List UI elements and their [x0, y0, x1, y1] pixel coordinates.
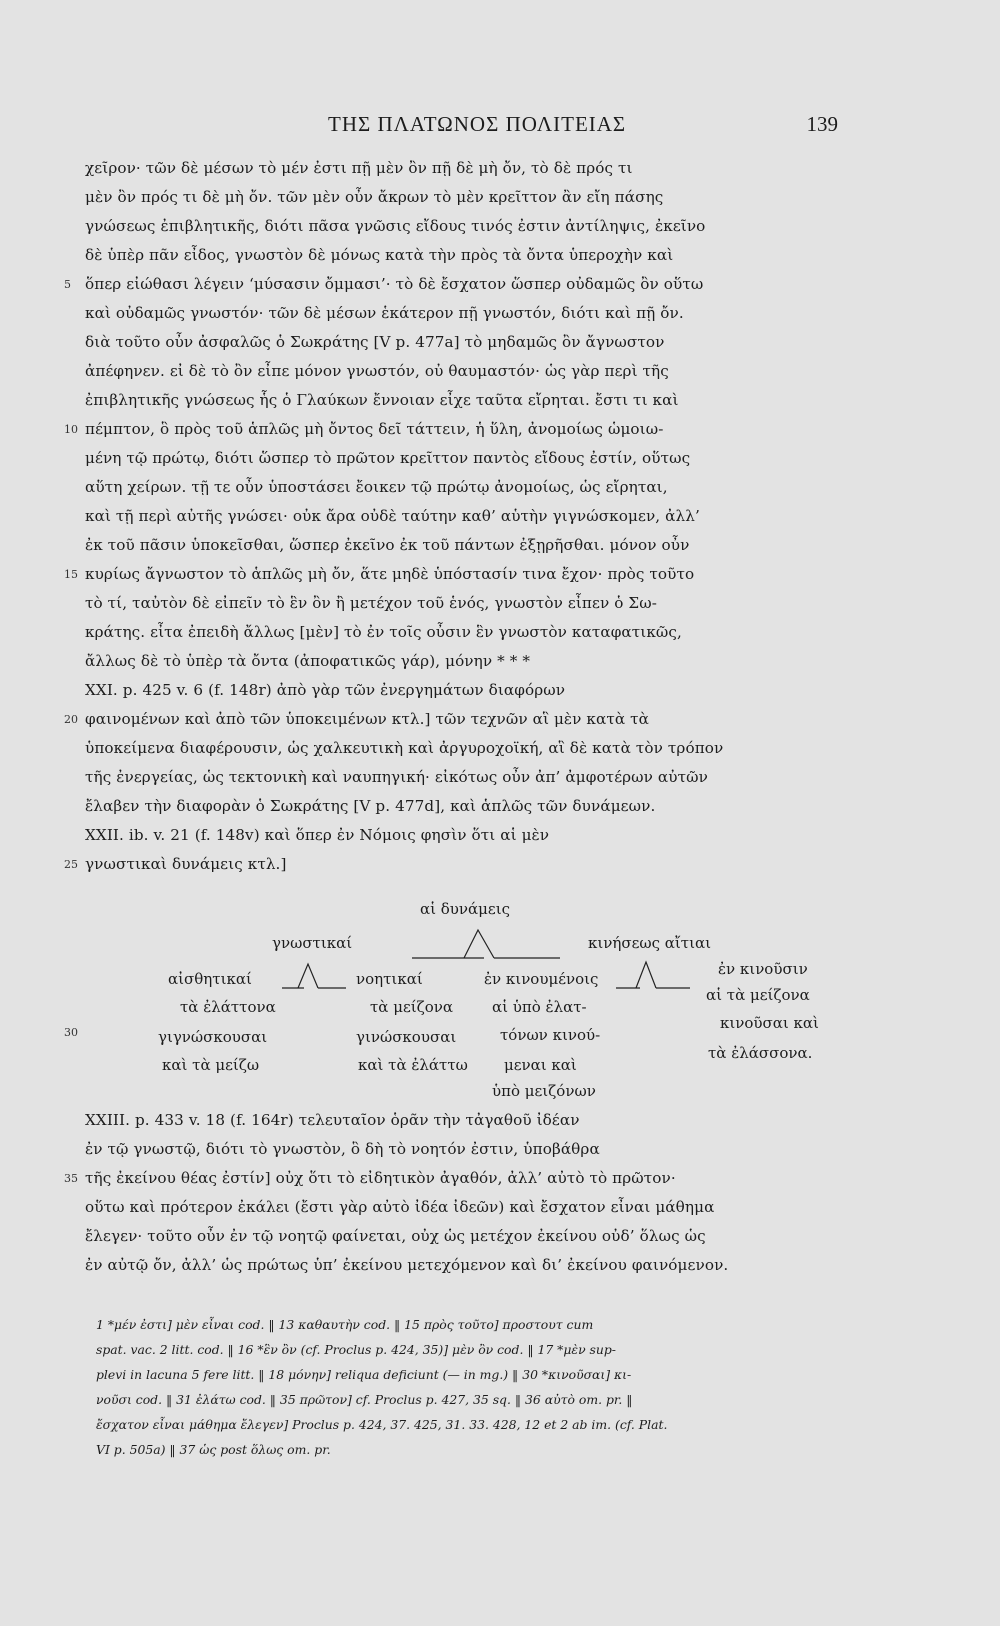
text-line — [0, 473, 1000, 502]
text-line — [0, 357, 1000, 386]
text-line — [0, 1251, 1000, 1280]
diagram-right: κινήσεως αἴτιαι — [588, 934, 711, 952]
line-text: τῆς ἐνεργείας, ὡς τεκτονικὴ καὶ ναυπηγική· εἰκότως οὖν ἀπ’ ἀμφοτέρων αὐτῶν — [85, 768, 708, 786]
diagram-left-left: αἰσθητικαί — [168, 970, 252, 988]
line-text: ἀπέφηνεν. εἰ δὲ τὸ ὂν εἶπε μόνον γνωστόν, οὐ θαυμαστόν· ὡς γὰρ περὶ τῆς — [85, 362, 669, 380]
text-line — [0, 618, 1000, 647]
page-header — [0, 112, 1000, 142]
col2-line: τὰ μείζονα — [370, 998, 454, 1016]
col4-line: αἱ τὰ μείζονα — [706, 986, 810, 1004]
line-text: καὶ τῇ περὶ αὐτῆς γνώσει· οὐκ ἄρα οὐδὲ ταύτην καθ’ αὑτὴν γιγνώσκομεν, ἀλλ’ — [85, 507, 700, 525]
line-number: 35 — [64, 1172, 78, 1185]
text-line — [0, 1164, 1000, 1193]
text-line — [0, 821, 1000, 850]
text-line — [0, 792, 1000, 821]
text-line — [0, 386, 1000, 415]
diagram-left-right: νοητικαί — [356, 970, 423, 988]
line-number: 30 — [64, 1026, 78, 1039]
line-text: γνώσεως ἐπιβλητικῆς, διότι πᾶσα γνῶσις εἴδους τινός ἐστιν ἀντίληψις, ἐκεῖνο — [85, 217, 706, 235]
diagram-caret — [636, 962, 656, 988]
page-number: 139 — [806, 112, 838, 136]
col3-line: μεναι καὶ — [504, 1056, 577, 1074]
line-text: μένη τῷ πρώτῳ, διότι ὥσπερ τὸ πρῶτον κρεῖττον παντὸς εἴδους ἐστίν, οὕτως — [85, 449, 691, 467]
footnote-text: νοῦσι cod. ‖ 31 ἐλάτω cod. ‖ 35 πρῶτον] cf. Proclus p. 427, 35 sq. ‖ 36 αὐτὸ om. pr. ‖ — [96, 1392, 633, 1407]
text-line — [0, 328, 1000, 357]
footnote-line — [0, 1362, 1000, 1387]
col3-line: τόνων κινού- — [500, 1026, 601, 1044]
footnote-text: plevi in lacuna 5 fere litt. ‖ 18 μόνην] reliqua deficiunt (— in mg.) ‖ 30 *κινοῦσαι] κι- — [96, 1367, 632, 1382]
text-line — [0, 212, 1000, 241]
line-text: ἄλλως δὲ τὸ ὑπὲρ τὰ ὄντα (ἀποφατικῶς γάρ), μόνην * * * — [85, 652, 531, 670]
powers-diagram — [0, 900, 1000, 1110]
text-line — [0, 850, 1000, 879]
line-text: ἐν αὐτῷ ὄν, ἀλλ’ ὡς πρώτως ὑπ’ ἐκείνου μετεχόμενον καὶ δι’ ἐκείνου φαινόμενον. — [85, 1256, 729, 1274]
text-line — [0, 763, 1000, 792]
diagram-root: αἱ δυνάμεις — [420, 900, 510, 918]
col1-line: τὰ ἐλάττονα — [180, 998, 276, 1016]
line-text: ἐπιβλητικῆς γνώσεως ἧς ὁ Γλαύκων ἔννοιαν εἶχε ταῦτα εἴρηται. ἔστι τι καὶ — [85, 391, 679, 409]
line-number: 25 — [64, 858, 78, 871]
critical-apparatus — [0, 1312, 1000, 1462]
col3-line: αἱ ὑπὸ ἐλατ- — [492, 998, 587, 1016]
line-text: οὕτω καὶ πρότερον ἐκάλει (ἔστι γὰρ αὐτὸ ἰδέα ἰδεῶν) καὶ ἔσχατον εἶναι μάθημα — [85, 1198, 715, 1216]
text-line — [0, 183, 1000, 212]
text-line — [0, 1222, 1000, 1251]
line-text: αὕτη χείρων. τῇ τε οὖν ὑποστάσει ἔοικεν τῷ πρώτῳ ἀνομοίως, ὡς εἴρηται, — [85, 478, 668, 496]
commentary-text-continued — [0, 1106, 1000, 1280]
text-line — [0, 154, 1000, 183]
col2-line: καὶ τὰ ἐλάττω — [358, 1056, 468, 1074]
line-text: ὅπερ εἰώθασι λέγειν ‘μύσασιν ὄμμασι’· τὸ δὲ ἔσχατον ὥσπερ οὐδαμῶς ὂν οὕτω — [85, 275, 704, 293]
line-text: ἐκ τοῦ πᾶσιν ὑποκεῖσθαι, ὥσπερ ἐκεῖνο ἐκ τοῦ πάντων ἐξῃρῆσθαι. μόνον οὖν — [85, 536, 690, 554]
text-line — [0, 241, 1000, 270]
diagram-left: γνωστικαί — [272, 934, 353, 952]
running-title: ΤΗΣ ΠΛΑΤΩΝΟΣ ΠΟΛΙΤΕΙΑΣ — [328, 112, 627, 136]
text-line — [0, 444, 1000, 473]
text-line — [0, 734, 1000, 763]
footnote-line — [0, 1437, 1000, 1462]
section-lemma: XXI. p. 425 v. 6 (f. 148r) ἀπὸ γὰρ τῶν ἐνεργημάτων διαφόρων — [85, 681, 566, 699]
line-number: 10 — [64, 423, 78, 436]
footnote-text: 1 *μέν ἐστι] μὲν εἶναι cod. ‖ 13 καθαυτὴν cod. ‖ 15 πρὸς τοῦτο] προστουτ cum — [96, 1317, 594, 1332]
section-lemma: XXIII. p. 433 v. 18 (f. 164r) τελευταῖον ὁρᾶν τὴν τἀγαθοῦ ἰδέαν — [85, 1111, 580, 1129]
line-text: μὲν ὂν πρός τι δὲ μὴ ὄν. τῶν μὲν οὖν ἄκρων τὸ μὲν κρεῖττον ἂν εἴη πάσης — [85, 188, 664, 206]
diagram-caret — [298, 964, 318, 988]
col3-line: ὑπὸ μειζόνων — [492, 1082, 596, 1100]
col1-line: καὶ τὰ μείζω — [162, 1056, 260, 1074]
line-text: διὰ τοῦτο οὖν ἀσφαλῶς ὁ Σωκράτης [V p. 477a] τὸ μηδαμῶς ὂν ἄγνωστον — [85, 333, 665, 351]
line-text: ἐν τῷ γνωστῷ, διότι τὸ γνωστὸν, ὃ δὴ τὸ νοητόν ἐστιν, ὑποβάθρα — [85, 1140, 600, 1158]
footnote-text: spat. vac. 2 litt. cod. ‖ 16 *ἓν ὂν (cf. Proclus p. 424, 35)] μὲν ὂν cod. ‖ 17 *μὲν sup- — [96, 1342, 616, 1357]
line-text: χεῖρον· τῶν δὲ μέσων τὸ μέν ἐστι πῇ μὲν ὂν πῇ δὲ μὴ ὄν, τὸ δὲ πρός τι — [85, 159, 633, 177]
line-text: ἔλεγεν· τοῦτο οὖν ἐν τῷ νοητῷ φαίνεται, οὐχ ὡς μετέχον ἐκείνου οὐδ’ ὅλως ὡς — [85, 1227, 706, 1245]
text-line — [0, 270, 1000, 299]
diagram-right-left: ἐν κινουμένοις — [484, 970, 599, 988]
text-line — [0, 560, 1000, 589]
line-text: δὲ ὑπὲρ πᾶν εἶδος, γνωστὸν δὲ μόνως κατὰ τὴν πρὸς τὰ ὄντα ὑπεροχὴν καὶ — [85, 246, 674, 264]
text-line — [0, 705, 1000, 734]
text-line — [0, 676, 1000, 705]
text-line — [0, 647, 1000, 676]
col4-line: κινοῦσαι καὶ — [720, 1014, 819, 1032]
text-line — [0, 502, 1000, 531]
line-text: πέμπτον, ὃ πρὸς τοῦ ἁπλῶς μὴ ὄντος δεῖ τάττειν, ἡ ὕλη, ἀνομοίως ὡμοιω- — [85, 420, 664, 438]
line-text: καὶ οὐδαμῶς γνωστόν· τῶν δὲ μέσων ἑκάτερον πῇ γνωστόν, διότι καὶ πῇ ὄν. — [85, 304, 684, 322]
line-text: τὸ τί, ταὐτὸν δὲ εἰπεῖν τὸ ἓν ὂν ἢ μετέχον τοῦ ἑνός, γνωστὸν εἶπεν ὁ Σω- — [85, 594, 657, 612]
line-text: κυρίως ἄγνωστον τὸ ἁπλῶς μὴ ὄν, ἅτε μηδὲ ὑπόστασίν τινα ἔχον· πρὸς τοῦτο — [85, 565, 695, 583]
line-number: 20 — [64, 713, 78, 726]
col1-line: γιγνώσκουσαι — [158, 1028, 268, 1046]
text-line — [0, 299, 1000, 328]
footnote-line — [0, 1412, 1000, 1437]
text-line — [0, 1106, 1000, 1135]
line-number: 15 — [64, 568, 78, 581]
col2-line: γινώσκουσαι — [356, 1028, 457, 1046]
col4-line: τὰ ἐλάσσονα. — [708, 1044, 813, 1062]
footnote-line — [0, 1387, 1000, 1412]
text-line — [0, 531, 1000, 560]
footnote-line — [0, 1312, 1000, 1337]
text-line — [0, 415, 1000, 444]
section-lemma: XXII. ib. v. 21 (f. 148v) καὶ ὅπερ ἐν Νόμοις φησὶν ὅτι αἱ μὲν — [85, 826, 550, 844]
text-line — [0, 1135, 1000, 1164]
footnote-text: ἔσχατον εἶναι μάθημα ἔλεγεν] Proclus p. 424, 37. 425, 31. 33. 428, 12 et 2 ab im. (cf. Plat. — [96, 1417, 668, 1432]
line-text: γνωστικαὶ δυνάμεις κτλ.] — [85, 855, 287, 873]
commentary-text — [0, 154, 1000, 879]
line-text: τῆς ἐκείνου θέας ἐστίν] οὐχ ὅτι τὸ εἰδητικὸν ἀγαθόν, ἀλλ’ αὐτὸ τὸ πρῶτον· — [85, 1169, 676, 1187]
line-text: ἔλαβεν τὴν διαφορὰν ὁ Σωκράτης [V p. 477d], καὶ ἁπλῶς τῶν δυνάμεων. — [85, 797, 656, 815]
text-line — [0, 589, 1000, 618]
footnote-text: VI p. 505a) ‖ 37 ὡς post ὅλως om. pr. — [96, 1442, 331, 1457]
diagram-right-right: ἐν κινοῦσιν — [718, 960, 808, 978]
diagram-caret — [464, 930, 494, 958]
line-text: φαινομένων καὶ ἀπὸ τῶν ὑποκειμένων κτλ.] τῶν τεχνῶν αἳ μὲν κατὰ τὰ — [85, 710, 650, 728]
text-line — [0, 1193, 1000, 1222]
line-text: κράτης. εἶτα ἐπειδὴ ἄλλως [μὲν] τὸ ἐν τοῖς οὖσιν ἓν γνωστὸν καταφατικῶς, — [85, 623, 682, 641]
line-text: ὑποκείμενα διαφέρουσιν, ὡς χαλκευτικὴ καὶ ἀργυροχοϊκή, αἳ δὲ κατὰ τὸν τρόπον — [85, 739, 724, 757]
footnote-line — [0, 1337, 1000, 1362]
line-number: 5 — [64, 278, 71, 291]
